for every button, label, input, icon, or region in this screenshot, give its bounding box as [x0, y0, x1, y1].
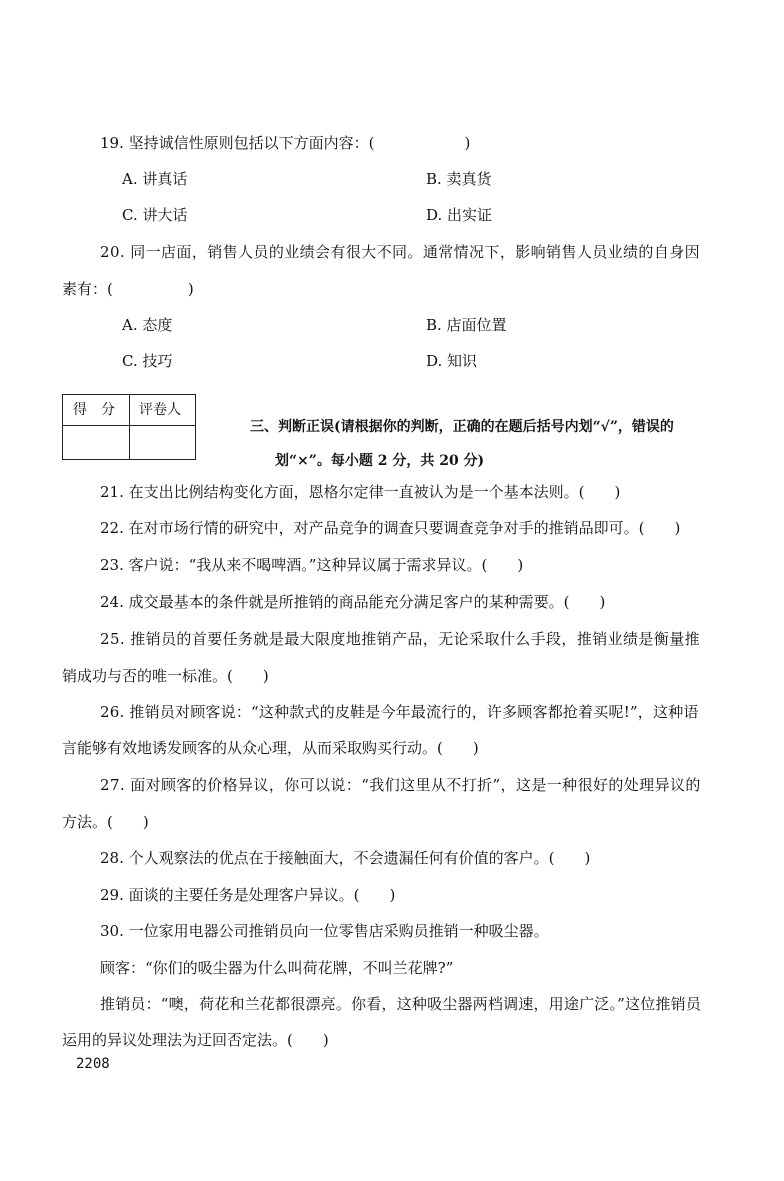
question-19-option-d: D. 出实证: [426, 206, 493, 224]
question-20-option-b: B. 店面位置: [426, 316, 507, 334]
score-table: [62, 394, 196, 460]
section-3-heading-line1: 三、判断正误(请根据你的判断，正确的在题后括号内划“√”，错误的: [250, 419, 674, 435]
question-20-option-c: C. 技巧: [122, 352, 173, 370]
tf-line: 25. 推销员的首要任务就是最大限度地推销产品，无论采取什么手段，推销业绩是衡量推: [100, 630, 701, 648]
tf-line: 23. 客户说：“我从来不喝啤酒。”这种异议属于需求异议。( ): [100, 556, 524, 574]
tf-line: 销成功与否的唯一标准。( ): [62, 667, 269, 685]
tf-line: 27. 面对顾客的价格异议，你可以说：“我们这里从不打折”，这是一种很好的处理异议的: [100, 776, 701, 794]
score-label: 得 分: [73, 402, 115, 418]
question-19-option-c: C. 讲大话: [122, 206, 188, 224]
page-number: 2208: [76, 1056, 110, 1072]
question-20-stem-line2: 素有：( ): [62, 280, 194, 298]
question-20-option-a: A. 态度: [122, 316, 173, 334]
tf-line: 21. 在支出比例结构变化方面，恩格尔定律一直被认为是一个基本法则。( ): [100, 483, 621, 501]
section-3-heading-line2: 划“×”。每小题 2 分，共 20 分): [275, 453, 485, 469]
tf-line: 22. 在对市场行情的研究中，对产品竞争的调查只要调查竞争对手的推销品即可。( ): [100, 519, 681, 537]
score-table-divider-v: [129, 395, 130, 459]
question-19-option-b: B. 卖真货: [426, 170, 492, 188]
question-20-option-d: D. 知识: [426, 352, 478, 370]
grader-label: 评卷人: [139, 402, 181, 418]
question-19-stem: 19. 坚持诚信性原则包括以下方面内容：( ): [100, 134, 471, 152]
tf-line: 言能够有效地诱发顾客的从众心理，从而采取购买行动。( ): [62, 739, 479, 757]
tf-line: 24. 成交最基本的条件就是所推销的商品能充分满足客户的某种需要。( ): [100, 593, 606, 611]
tf-line: 方法。( ): [62, 813, 149, 831]
tf-line: 30. 一位家用电器公司推销员向一位零售店采购员推销一种吸尘器。: [100, 922, 549, 940]
tf-line: 26. 推销员对顾客说：“这种款式的皮鞋是今年最流行的，许多顾客都抢着买呢!”，这种语: [100, 703, 699, 721]
question-19-option-a: A. 讲真话: [122, 170, 188, 188]
question-20-stem-line1: 20. 同一店面，销售人员的业绩会有很大不同。通常情况下，影响销售人员业绩的自身因: [100, 243, 701, 261]
tf-line: 29. 面谈的主要任务是处理客户异议。( ): [100, 886, 396, 904]
tf-line: 运用的异议处理法为迂回否定法。( ): [62, 1031, 329, 1049]
tf-line: 顾客：“你们的吸尘器为什么叫荷花牌，不叫兰花牌?”: [100, 959, 454, 977]
tf-line: 推销员：“噢，荷花和兰花都很漂亮。你看，这种吸尘器两档调速，用途广泛。”这位推销员: [100, 995, 702, 1013]
tf-line: 28. 个人观察法的优点在于接触面大，不会遗漏任何有价值的客户。( ): [100, 849, 591, 867]
